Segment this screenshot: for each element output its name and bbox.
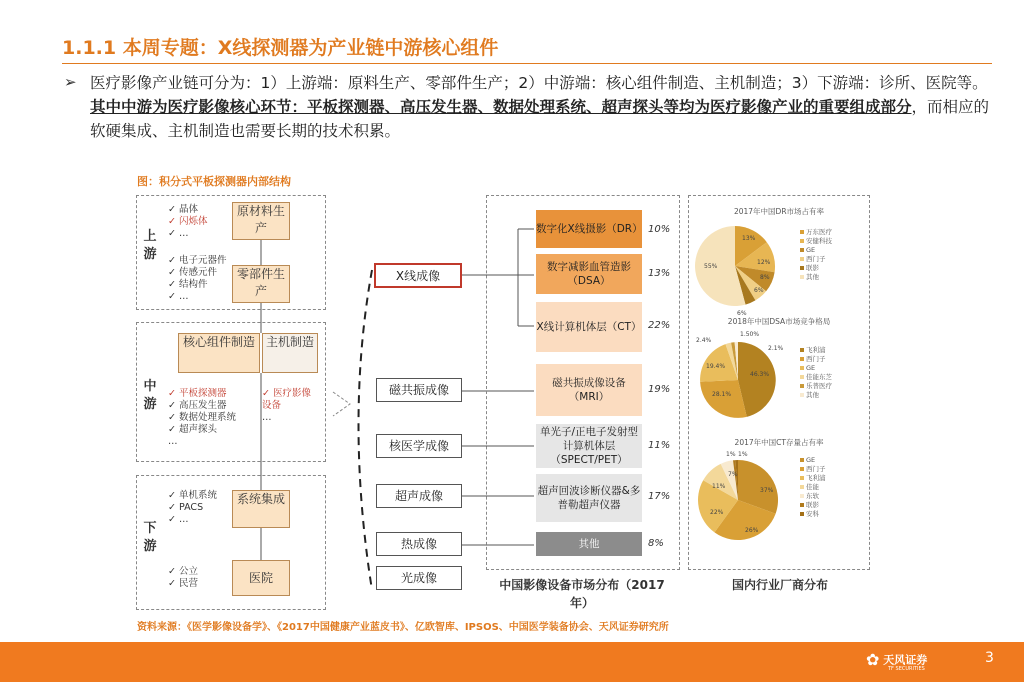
modality-thermal: 热成像 <box>376 532 462 556</box>
pie-ct-label: 1% <box>738 451 748 458</box>
pie-dsa-label: 1.50% <box>740 331 760 338</box>
pie-dr-label: 12% <box>757 259 771 266</box>
system-integration-box: 系统集成 <box>232 490 290 528</box>
bullet-text-emphasis: 其中中游为医疗影像核心环节：平板探测器、高压发生器、数据处理系统、超声探头等均为医疗影像产业的重要组成部分 <box>90 98 912 116</box>
component-box: 零部件生产 <box>232 265 290 303</box>
legend-entry: 联影 <box>800 501 826 510</box>
pct-mri: 19% <box>648 384 671 395</box>
market-dsa: 数字减影血管造影（DSA） <box>536 254 642 294</box>
pie-dsa-label: 28.1% <box>712 391 732 398</box>
legend-entry: 东软 <box>800 492 826 501</box>
pie-dr-title: 2017年中国DR市场占有率 <box>733 207 825 216</box>
core-component-box: 核心组件制造 <box>178 333 260 373</box>
modality-xray: X线成像 <box>374 263 462 288</box>
bullet-text-a: 医疗影像产业链可分为：1）上游端：原料生产、零部件生产；2）中游端：核心组件制造、主机制造；3）下游端：诊所、医院等。 <box>90 74 988 92</box>
raw-material-box: 原材料生产 <box>232 202 290 240</box>
page-number: 3 <box>985 650 994 666</box>
brand-logo <box>866 650 927 672</box>
pie-dr-label: 8% <box>760 274 770 281</box>
legend-entry: 西门子 <box>800 465 826 474</box>
pie-dr <box>690 218 810 318</box>
modality-mri: 磁共振成像 <box>376 378 462 402</box>
pct-ct: 22% <box>648 320 671 331</box>
page-title: 1.1.1 本周专题：X线探测器为产业链中游核心组件 <box>62 37 499 59</box>
check-item: ✓ … <box>168 291 189 302</box>
pie-ct-label: 11% <box>712 483 726 490</box>
flower-icon: ✿ <box>866 650 880 669</box>
pie-ct-label: 1% <box>726 451 736 458</box>
market-caption: 中国影像设备市场分布（2017年） <box>499 578 665 610</box>
check-item: ✓ … <box>168 514 189 525</box>
legend-entry: 佳能东芝 <box>800 373 832 382</box>
pie-dr-label: 55% <box>704 263 718 270</box>
pct-spect-pet: 11% <box>648 440 671 451</box>
check-item: ✓ 数据处理系统 <box>168 412 236 423</box>
pie-ct <box>690 448 810 548</box>
market-spect-pet: 单光子/正电子发射型计算机体层（SPECT/PET） <box>536 424 642 468</box>
legend-entry: GE <box>800 456 826 465</box>
pct-other: 8% <box>648 538 664 549</box>
legend-entry: 西门子 <box>800 355 832 364</box>
check-item: ✓ 医疗影像设备 <box>262 388 311 411</box>
check-item: ✓ … <box>168 228 189 239</box>
midstream-label: 中游 <box>143 379 157 412</box>
pie-dsa-label: 2.4% <box>696 337 712 344</box>
legend-entry: 万东医疗 <box>800 228 832 237</box>
pie-dr-label: 6% <box>754 287 764 294</box>
pie-dsa-legend <box>800 346 832 400</box>
modality-nuclear: 核医学成像 <box>376 434 462 458</box>
brand-subtitle: TF SECURITIES <box>888 666 925 672</box>
pie-ct-label: 22% <box>710 509 724 516</box>
market-other: 其他 <box>536 532 642 556</box>
legend-entry: 安健科技 <box>800 237 832 246</box>
market-dr: 数字化X线摄影（DR） <box>536 210 642 248</box>
check-item: ✓ 超声探头 <box>168 424 217 435</box>
check-item: … <box>262 412 272 423</box>
pie-ct-label: 26% <box>745 527 759 534</box>
check-item: ✓ 晶体 <box>168 204 198 215</box>
market-ct: X线计算机体层（CT） <box>536 302 642 352</box>
legend-entry: GE <box>800 364 832 373</box>
check-item: ✓ PACS <box>168 502 204 513</box>
pct-ultrasound: 17% <box>648 491 671 502</box>
check-item: ✓ 传感元件 <box>168 267 217 278</box>
host-manufacturing-box: 主机制造 <box>262 333 318 373</box>
pie-dr-label: 13% <box>742 235 756 242</box>
legend-entry: 其他 <box>800 391 832 400</box>
pie-dsa-label: 46.3% <box>750 371 770 378</box>
check-item: ✓ 单机系统 <box>168 490 217 501</box>
check-item: ✓ 高压发生器 <box>168 400 227 411</box>
legend-entry: 其他 <box>800 273 832 282</box>
legend-entry: GE <box>800 246 832 255</box>
vendor-caption: 国内行业厂商分布 <box>731 578 828 592</box>
pie-dr-label: 6% <box>737 310 747 317</box>
pct-dr: 10% <box>648 224 671 235</box>
pie-ct-label: 7% <box>728 471 738 478</box>
check-item: ✓ 平板探测器 <box>168 388 227 399</box>
pie-dsa-label: 2.1% <box>768 345 784 352</box>
pct-dsa: 13% <box>648 268 671 279</box>
check-item: ✓ 民营 <box>168 578 198 589</box>
modality-optical: 光成像 <box>376 566 462 590</box>
pie-dsa-label: 19.4% <box>706 363 726 370</box>
legend-entry: 西门子 <box>800 255 832 264</box>
source-note: 资料来源：《医学影像设备学》、《2017中国健康产业蓝皮书》、亿欧智库、IPSOS、中国医学装备协会、天风证券研究所 <box>137 622 669 633</box>
legend-entry: 佳能 <box>800 483 826 492</box>
check-item: ✓ 闪烁体 <box>168 216 208 227</box>
check-item: ✓ 公立 <box>168 566 198 577</box>
downstream-label: 下游 <box>143 521 157 554</box>
pie-dsa-title: 2018年中国DSA市场竞争格局 <box>727 317 831 326</box>
bullet-marker: ➢ <box>64 73 77 91</box>
bullet-text-c: ，而相应的软硬集成、主机制造也需要长期的技术积累。 <box>90 98 990 140</box>
pie-ct-legend <box>800 456 826 519</box>
check-item: ✓ 电子元器件 <box>168 255 227 266</box>
legend-entry: 乐普医疗 <box>800 382 832 391</box>
pie-dsa <box>690 326 810 430</box>
modality-ultrasound: 超声成像 <box>376 484 462 508</box>
legend-entry: 安科 <box>800 510 826 519</box>
hospital-box: 医院 <box>232 560 290 596</box>
figure-title: 图：积分式平板探测器内部结构 <box>137 175 291 188</box>
check-item: … <box>168 436 178 447</box>
legend-entry: 联影 <box>800 264 832 273</box>
legend-entry: 飞利浦 <box>800 346 832 355</box>
pie-ct-title: 2017年中国CT存量占有率 <box>734 438 824 447</box>
market-ultrasound: 超声回波诊断仪器&多普勒超声仪器 <box>536 474 642 522</box>
market-mri: 磁共振成像设备（MRI） <box>536 364 642 416</box>
pie-dr-legend <box>800 228 832 282</box>
legend-entry: 飞利浦 <box>800 474 826 483</box>
upstream-label: 上游 <box>143 229 157 262</box>
brand-name: 天风证券 <box>883 653 928 667</box>
pie-ct-label: 37% <box>760 487 774 494</box>
check-item: ✓ 结构件 <box>168 279 208 290</box>
